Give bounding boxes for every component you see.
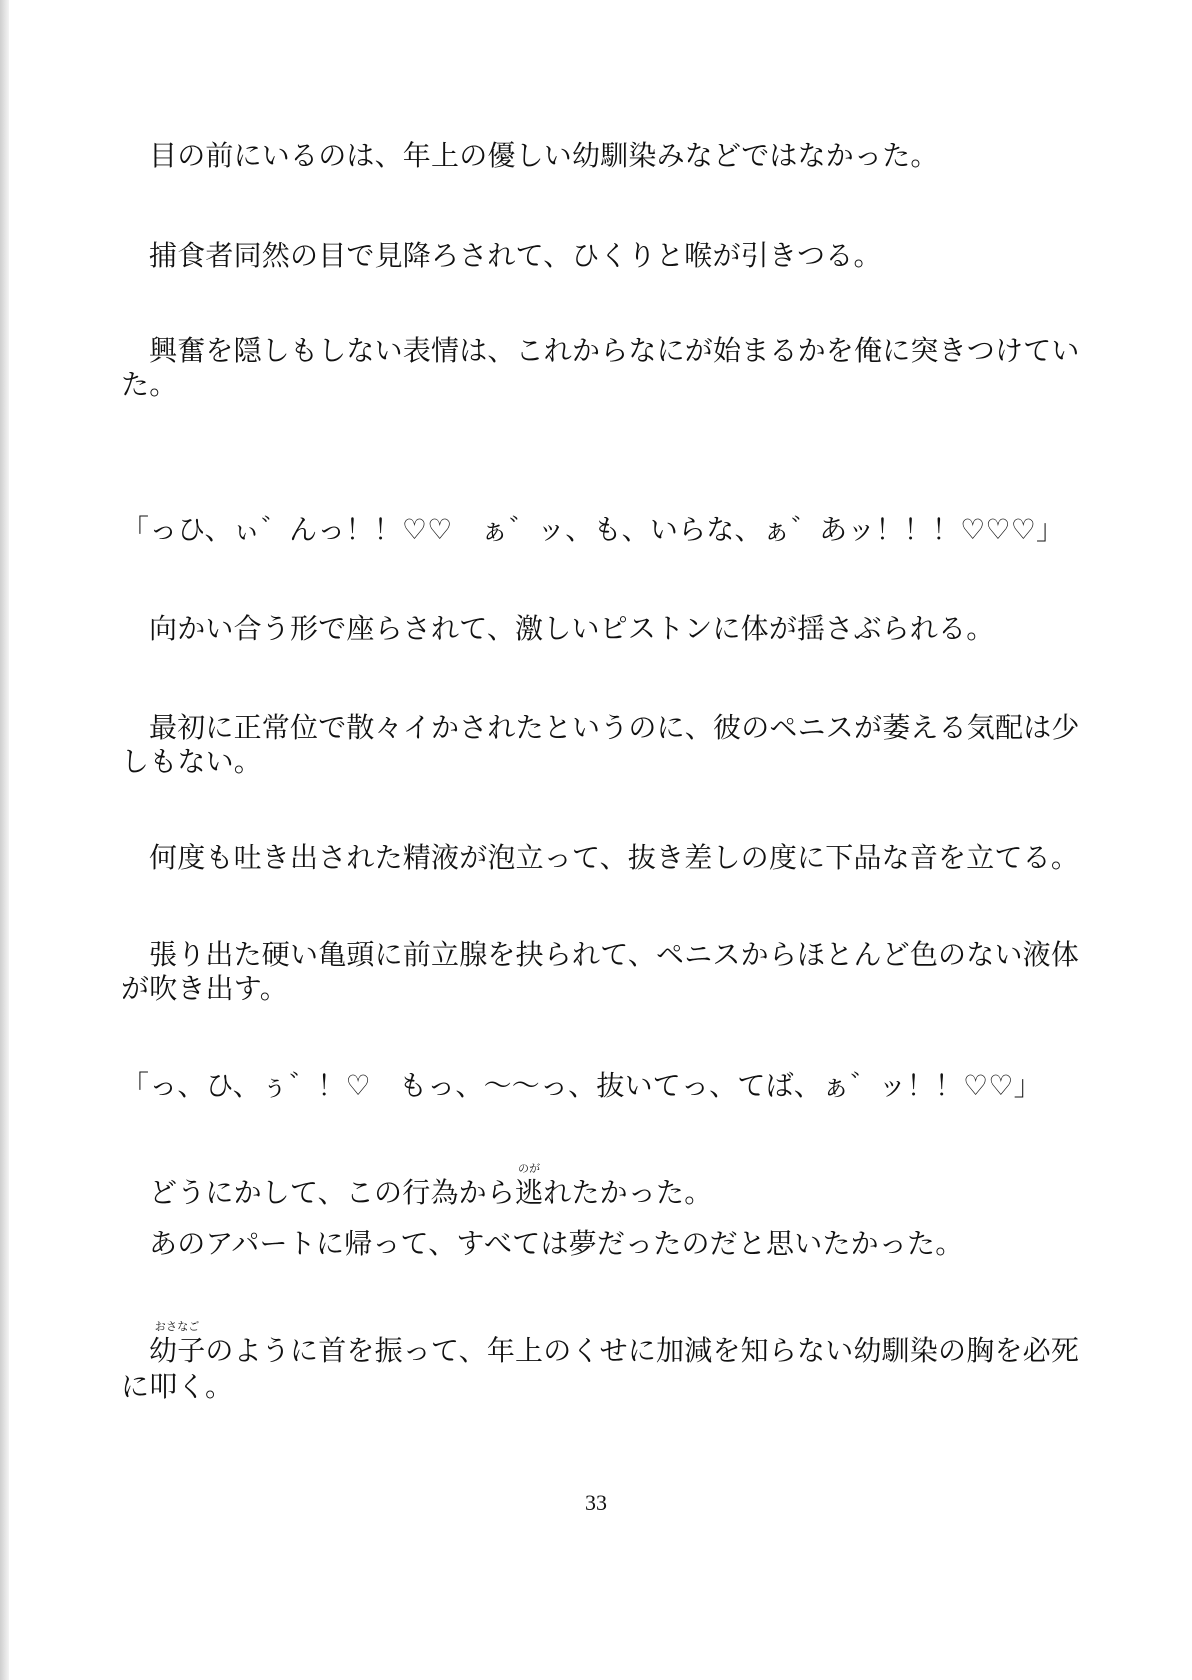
ruby-word [515, 1162, 544, 1209]
text-line: が吹き出す。 [121, 972, 288, 1005]
text-line: 捕食者同然の目で見降ろされて、ひくりと喉が引きつる。 [149, 239, 882, 272]
page-number: 33 [585, 1490, 607, 1515]
text-line: 何度も吐き出された精液が泡立って、抜き差しの度に下品な音を立てる。 [149, 841, 1080, 874]
text-line: 張り出た硬い亀頭に前立腺を抉られて、ペニスからほとんど色のない液体 [149, 938, 1080, 971]
ruby-base: 逃 [515, 1176, 544, 1209]
text-line: 最初に正常位で散々イかされたというのに、彼のペニスが萎える気配は少 [149, 711, 1080, 744]
text: どうにかして、この行為から [149, 1176, 516, 1209]
dialogue-line: 「っひ、ぃ゛んっ！！♡♡ ぁ゛ッ、も、いらな、ぁ゛あッ！！！♡♡♡」 [121, 513, 1065, 546]
text-line: 向かい合う形で座らされて、激しいピストンに体が揺さぶられる。 [149, 612, 995, 645]
ruby-text: おさなご [154, 1320, 200, 1333]
text: れたかった。 [543, 1176, 713, 1209]
ruby-text: のが [517, 1162, 541, 1175]
text-line-with-ruby [149, 1162, 713, 1210]
text-line: あのアパートに帰って、すべては夢だったのだと思いたかった。 [149, 1227, 964, 1260]
ruby-word [149, 1320, 206, 1367]
text-line: た。 [121, 368, 178, 401]
text-line: しもない。 [121, 745, 263, 778]
page-edge-shadow [0, 0, 9, 1680]
dialogue-line: 「っ、ひ、ぅ゛！♡ もっ、〜〜っ、抜いてっ、てば、ぁ゛ッ！！♡♡」 [121, 1069, 1042, 1102]
ruby-base: 幼子 [149, 1334, 206, 1367]
text-line-with-ruby [149, 1320, 1080, 1368]
text-line: に叩く。 [121, 1370, 234, 1403]
text-line: 目の前にいるのは、年上の優しい幼馴染みなどではなかった。 [149, 139, 939, 172]
text: のように首を振って、年上のくせに加減を知らない幼馴染の胸を必死 [205, 1334, 1080, 1367]
text-line: 興奮を隠しもしない表情は、これからなにが始まるかを俺に突きつけてい [149, 334, 1080, 367]
